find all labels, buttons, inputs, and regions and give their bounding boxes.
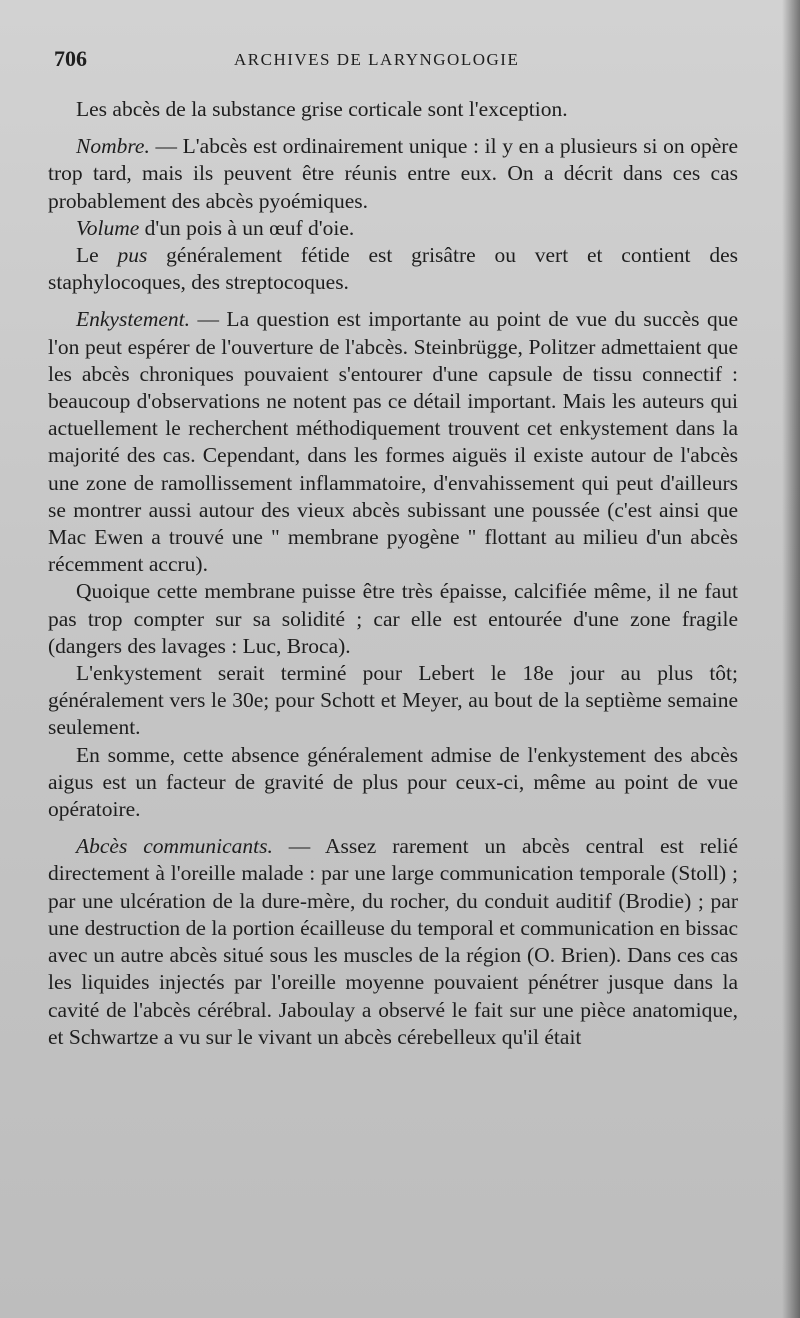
paragraph-volume: Volume d'un pois à un œuf d'oie. [76, 215, 355, 240]
page-number: 706 [54, 46, 87, 71]
section-lead-pus: pus [117, 243, 148, 268]
paragraph-enkystement: Enkystement. — La question est importante au point de vue du succès que l'on peut espérer de l'ouverture de l'abcès. Steinbrügge, Politzer admettaient que les abcès chroniques pouvaient s'entourer d'une capsule de tissu connectif : beaucoup d'observations ne notent pas ce détail important. Mais les auteurs qui actuellement le recherchent méthodiquement trouvent cet enkystement dans la majorité des cas. Cependant, dans les formes aiguës il existe autour de l'abcès une zone de ramollissement inflammatoire, d'envahissement qui peut d'ailleurs se montrer aussi autour des vieux abcès subissant une poussée (c'est ainsi que Mac Ewen a trouvé une " membrane pyogène " flottant au milieu d'un abcès récemment accru). [48, 307, 738, 577]
paragraph-membrane: Quoique cette membrane puisse être très épaisse, calcifiée même, il ne faut pas trop compter sur sa solidité ; car elle est entourée d'une zone fragile (dangers des lavages : Luc, Broca). [48, 579, 738, 658]
section-lead-nombre: Nombre. [76, 134, 150, 159]
paragraph-abces-communicants: Abcès communicants. — Assez rarement un abcès central est relié directement à l'oreille malade : par une large communication temporale (Stoll) ; par une ulcération de la dure-mère, du rocher, du conduit auditif (Brodie) ; par une destruction de la portion écailleuse du temporal et communication en bissac avec un autre abcès situé sous les muscles de la région (O. Brien). Dans ces cas les liquides injectés par l'oreille moyenne pouvaient pénétrer jusque dans la cavité de l'abcès cérébral. Jaboulay a observé le fait sur une pièce anatomique, et Schwartze a vu sur le vivant un abcès cérebelleux qu'il était [48, 834, 738, 1049]
paragraph-pus: Le pus généralement fétide est grisâtre ou vert et contient des staphylocoques, des streptocoques. [48, 243, 738, 295]
section-lead-volume: Volume [76, 215, 140, 240]
running-title: ARCHIVES DE LARYNGOLOGIE [234, 50, 520, 69]
paragraph-en-somme: En somme, cette absence généralement admise de l'enkystement des abcès aigus est un facteur de gravité de plus pour ceux-ci, même au point de vue opératoire. [48, 742, 738, 822]
paragraph-nombre: Nombre. — L'abcès est ordinairement unique : il y en a plusieurs si on opère trop tard, mais ils peuvent être réunis entre eux. On a décrit dans ces cas probablement des abcès pyoémiques. [48, 134, 738, 213]
body-text [48, 96, 738, 1051]
section-lead-abces-communicants: Abcès communicants. [76, 834, 273, 859]
page-edge-shadow [782, 0, 800, 1318]
paragraph-intro: Les abcès de la substance grise corticale sont l'exception. [76, 97, 568, 121]
section-lead-enkystement: Enkystement. [76, 307, 191, 332]
paragraph-lebert: L'enkystement serait terminé pour Lebert le 18e jour au plus tôt; généralement vers le 30e; pour Schott et Meyer, au bout de la septième semaine seulement. [48, 661, 738, 740]
page-header [54, 46, 744, 76]
